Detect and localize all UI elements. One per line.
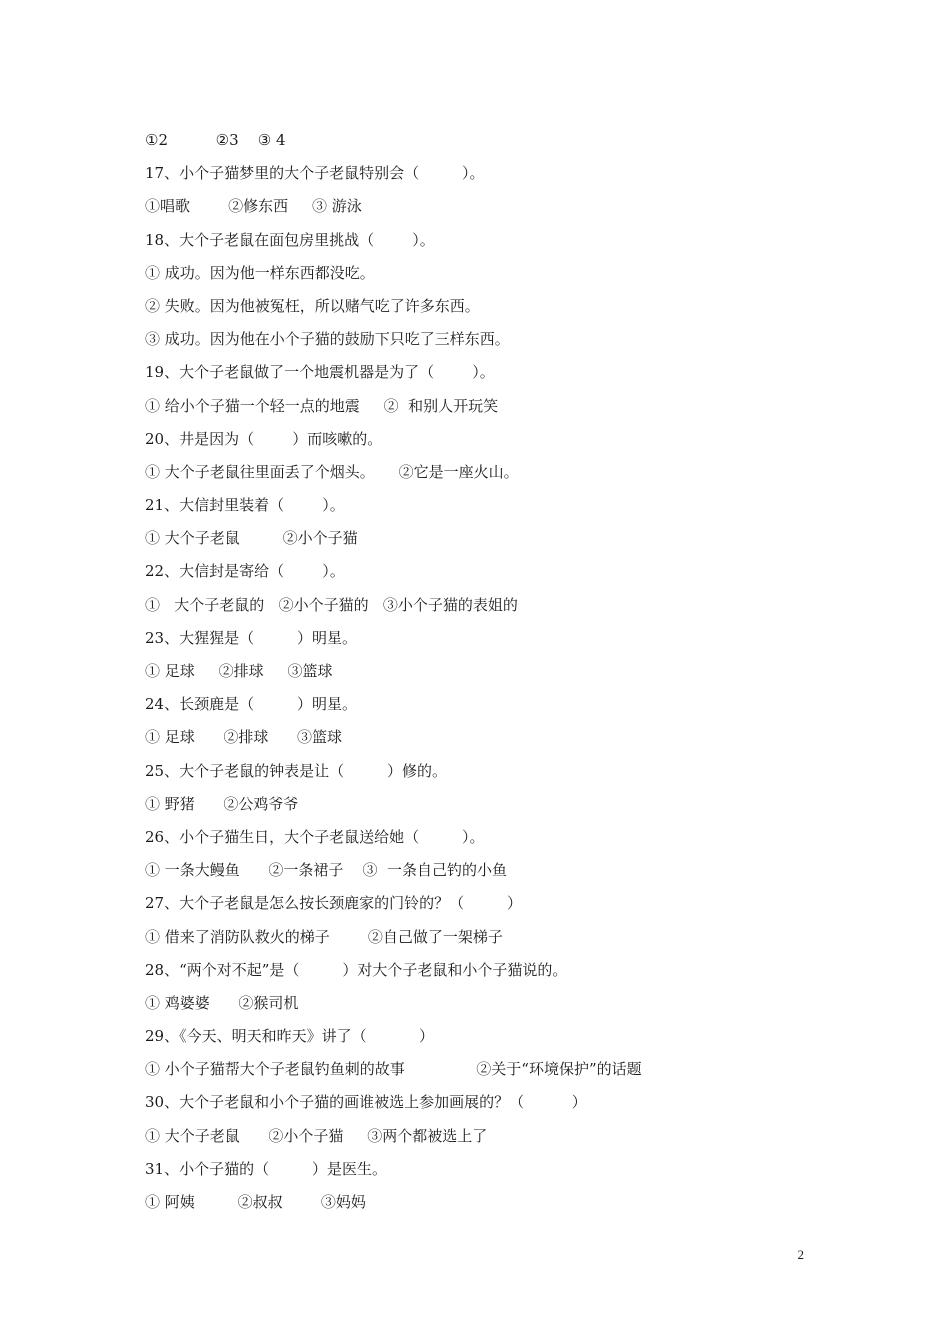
question-25: 25、大个子老鼠的钟表是让（ ）修的。 [145, 761, 448, 780]
page-number: 2 [797, 1247, 804, 1262]
question-31: 31、小个子猫的（ ）是医生。 [145, 1159, 388, 1178]
question-26: 26、小个子猫生日，大个子老鼠送给她（ ）。 [145, 827, 485, 846]
question-20: 20、井是因为（ ）而咳嗽的。 [145, 429, 383, 448]
question-24: 24、长颈鹿是（ ）明星。 [145, 695, 358, 714]
answer-options-25: ① 野猪 ②公鸡爷爷 [145, 794, 299, 813]
question-18: 18、大个子老鼠在面包房里挑战（ ）。 [145, 230, 435, 249]
answer-options-30: ① 大个子老鼠 ②小个子猫 ③两个都被选上了 [145, 1126, 488, 1145]
question-30: 30、大个子老鼠和小个子猫的画谁被选上参加画展的？（ ） [145, 1093, 587, 1112]
answer-options-17: ①唱歌 ②修东西 ③ 游泳 [145, 197, 362, 216]
answer-options-27: ① 借来了消防队救火的梯子 ②自己做了一架梯子 [145, 927, 503, 946]
question-22: 22、大信封是寄给（ ）。 [145, 562, 345, 581]
question-29: 29、《今天、明天和昨天》讲了（ ） [145, 1027, 435, 1046]
answer-option-18-1: ① 成功。因为他一样东西都没吃。 [145, 263, 375, 282]
answer-options-26: ① 一条大鳗鱼 ②一条裙子 ③ 一条自己钓的小鱼 [145, 861, 507, 880]
answer-options-24: ① 足球 ②排球 ③篮球 [145, 728, 342, 747]
question-21: 21、大信封里装着（ ）。 [145, 496, 345, 515]
answer-options-19: ① 给小个子猫一个轻一点的地震 ② 和别人开玩笑 [145, 396, 499, 415]
answer-option-18-3: ③ 成功。因为他在小个子猫的鼓励下只吃了三样东西。 [145, 330, 510, 349]
answer-options-line: ①2 ②3 ③ 4 [145, 131, 286, 149]
answer-options-22: ① 大个子老鼠的 ②小个子猫的 ③小个子猫的表姐的 [145, 595, 518, 614]
question-28: 28、“两个对不起”是（ ）对大个子老鼠和小个子猫说的。 [145, 960, 568, 979]
question-27: 27、大个子老鼠是怎么按长颈鹿家的门铃的？（ ） [145, 894, 523, 913]
answer-options-21: ① 大个子老鼠 ②小个子猫 [145, 529, 358, 548]
answer-options-23: ① 足球 ②排球 ③篮球 [145, 662, 333, 680]
question-17: 17、小个子猫梦里的大个子老鼠特别会（ ）。 [145, 164, 485, 183]
answer-options-20: ① 大个子老鼠往里面丢了个烟头。 ②它是一座火山。 [145, 462, 519, 481]
answer-option-18-2: ② 失败。因为他被冤枉，所以赌气吃了许多东西。 [145, 296, 480, 315]
answer-options-31: ① 阿姨 ②叔叔 ③妈妈 [145, 1193, 366, 1211]
question-23: 23、大猩猩是（ ）明星。 [145, 628, 358, 647]
answer-options-29: ① 小个子猫帮大个子老鼠钓鱼刺的故事 ②关于“环境保护”的话题 [145, 1060, 642, 1079]
question-19: 19、大个子老鼠做了一个地震机器是为了（ ）。 [145, 363, 495, 382]
question-list [145, 124, 825, 1219]
answer-options-28: ① 鸡婆婆 ②猴司机 [145, 993, 299, 1012]
